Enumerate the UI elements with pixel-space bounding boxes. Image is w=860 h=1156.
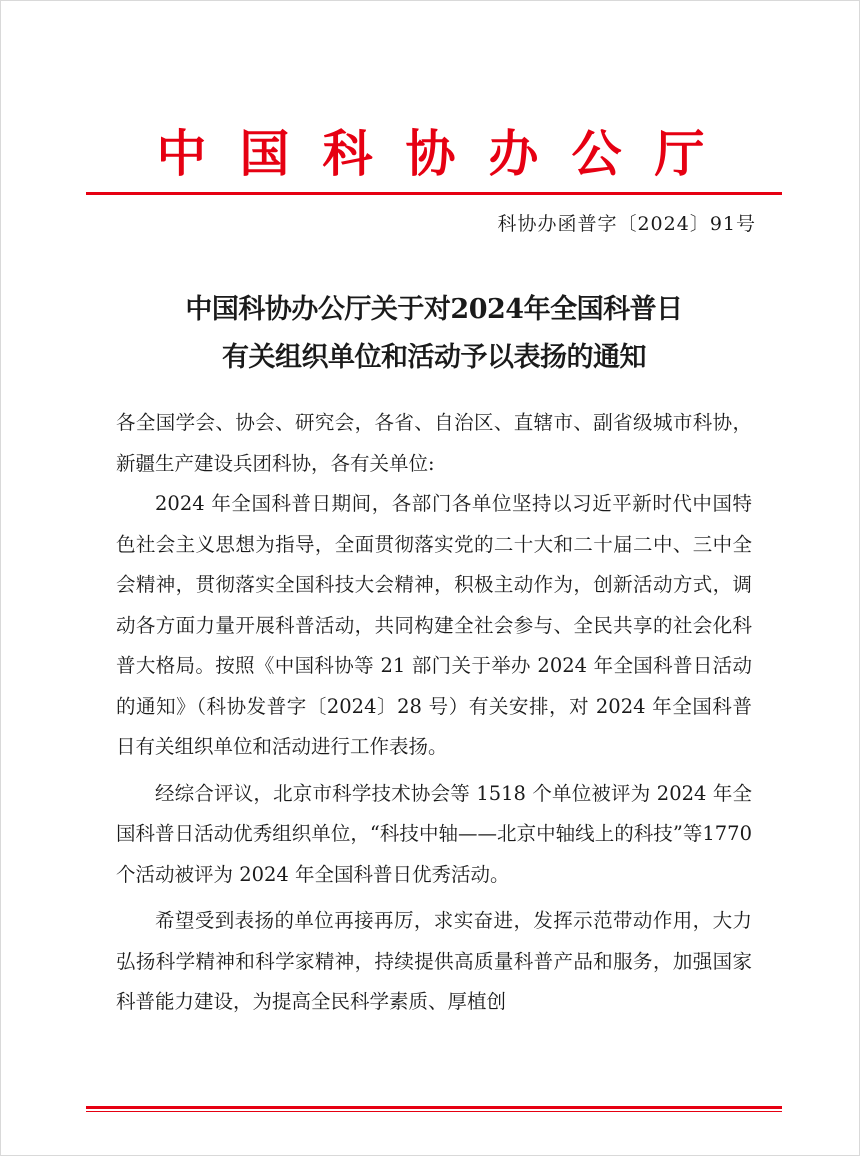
- body-paragraph-1: 2024 年全国科普日期间，各部门各单位坚持以习近平新时代中国特色社会主义思想为指导，全面贯彻落实党的二十大和二十届二中、三中全会精神，贯彻落实全国科技大会精神，积极主动作为，创新活动方式，调动各方面力量开展科普活动，共同构建全社会参与、全民共享的社会化科普大格局。按照《中国科协等 21 部门关于举办 2024 年全国科普日活动的通知》（科协发普字〔2024〕28 号）有关安排，对 2024 年全国科普日有关组织单位和活动进行工作表扬。: [116, 492, 752, 758]
- red-divider-top: [86, 192, 782, 195]
- document-number: 科协办函普字〔2024〕91号: [497, 213, 756, 235]
- body-paragraph-3: 希望受到表扬的单位再接再厉，求实奋进，发挥示范带动作用，大力弘扬科学精神和科学家精神，持续提供高质量科普产品和服务，加强国家科普能力建设，为提高全民科学素质、厚植创: [116, 909, 752, 1013]
- document-title: [86, 286, 782, 382]
- issuing-organization-header: 中国科协办公厅: [156, 124, 738, 183]
- red-divider-bottom-thick: [86, 1106, 782, 1109]
- document-title-line-1: 中国科协办公厅关于对2024年全国科普日: [185, 294, 683, 325]
- salutation: 各全国学会、协会、研究会，各省、自治区、直辖市、副省级城市科协，新疆生产建设兵团科协，各有关单位:: [116, 411, 752, 475]
- document-title-line-2: 有关组织单位和活动予以表扬的通知: [222, 342, 646, 373]
- body-paragraph-2: 经综合评议，北京市科学技术协会等 1518 个单位被评为 2024 年全国科普日活动优秀组织单位，“科技中轴——北京中轴线上的科技”等1770个活动被评为 2024 年全国科普日优秀活动。: [116, 781, 752, 886]
- red-divider-bottom-thin: [86, 1111, 782, 1112]
- document-body: [116, 403, 752, 1023]
